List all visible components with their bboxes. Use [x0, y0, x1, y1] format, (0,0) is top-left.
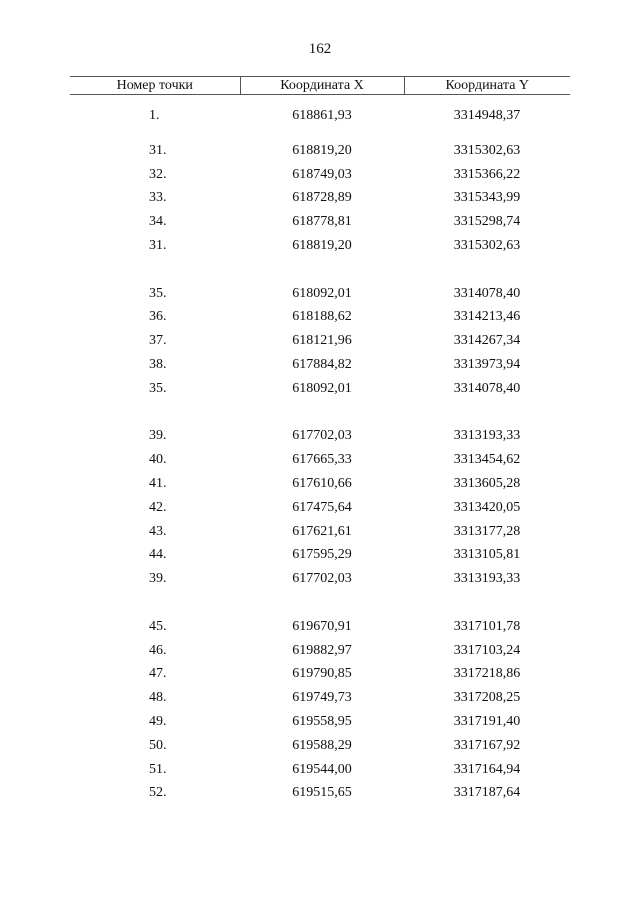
point-number-cell: 37.	[149, 333, 167, 349]
point-number-cell: 33.	[149, 190, 167, 206]
table-row	[70, 210, 570, 234]
coordinate-x-cell: 619515,65	[292, 785, 352, 801]
spacer-cell	[70, 258, 570, 282]
table-row	[70, 710, 570, 734]
coordinate-y-cell: 3317191,40	[453, 713, 521, 729]
coordinate-x-cell: 617595,29	[292, 547, 352, 563]
coordinate-x-cell: 617702,03	[292, 571, 352, 587]
table-body	[70, 95, 570, 806]
coordinate-y-cell: 3313973,94	[453, 356, 521, 372]
coordinate-x-cell: 619882,97	[292, 642, 352, 658]
coordinate-y-cell: 3317187,64	[453, 785, 521, 801]
table-row	[70, 424, 570, 448]
point-number-cell: 42.	[149, 499, 167, 515]
point-number-cell: 38.	[149, 356, 167, 372]
spacer-cell	[70, 128, 570, 139]
group-spacer	[70, 591, 570, 615]
point-number-cell: 31.	[149, 237, 167, 253]
table-row	[70, 496, 570, 520]
header-coordinate-y: Координата Y	[404, 77, 570, 95]
point-number-cell: 40.	[149, 452, 167, 468]
coordinate-x-cell: 619558,95	[292, 713, 352, 729]
table-row	[70, 520, 570, 544]
coordinate-y-cell: 3313193,33	[453, 428, 521, 444]
coordinate-x-cell: 618092,01	[292, 285, 352, 301]
page-number: 162	[308, 41, 332, 57]
coordinate-y-cell: 3314948,37	[453, 108, 521, 123]
coordinate-y-cell: 3314267,34	[453, 333, 521, 349]
coordinate-x-cell: 617475,64	[292, 499, 352, 515]
table-row	[70, 163, 570, 187]
coordinate-y-cell: 3315302,63	[453, 237, 521, 253]
coordinate-x-cell: 617621,61	[292, 523, 352, 539]
point-number-cell: 50.	[149, 737, 167, 753]
table-row	[70, 543, 570, 567]
coordinate-x-cell: 618819,20	[292, 237, 352, 253]
table-row	[70, 448, 570, 472]
coordinate-x-cell: 618188,62	[292, 309, 352, 325]
coordinate-y-cell: 3313105,81	[453, 547, 521, 563]
table-row	[70, 758, 570, 782]
coordinate-y-cell: 3317103,24	[453, 642, 521, 658]
coordinate-x-cell: 618092,01	[292, 380, 352, 396]
point-number-cell: 47.	[149, 666, 167, 682]
table-row	[70, 329, 570, 353]
point-number-cell: 52.	[149, 785, 167, 801]
coordinate-x-cell: 619544,00	[292, 761, 352, 777]
table-row	[70, 781, 570, 805]
coordinate-y-cell: 3315343,99	[453, 190, 521, 206]
point-number-cell: 43.	[149, 523, 167, 539]
group-spacer	[70, 401, 570, 425]
table-row	[70, 567, 570, 591]
point-number-cell: 45.	[149, 618, 167, 634]
coordinate-x-cell: 618819,20	[292, 142, 352, 158]
table-row	[70, 662, 570, 686]
table-row	[70, 377, 570, 401]
coordinate-x-cell: 618861,93	[292, 108, 352, 123]
coordinate-y-cell: 3313420,05	[453, 499, 521, 515]
coordinates-table	[70, 76, 570, 805]
table-row	[70, 186, 570, 210]
group-spacer	[70, 258, 570, 282]
coordinate-x-cell: 617702,03	[292, 428, 352, 444]
point-number-cell: 35.	[149, 380, 167, 396]
coordinate-y-cell: 3317164,94	[453, 761, 521, 777]
coordinate-x-cell: 619749,73	[292, 690, 352, 706]
table-row	[70, 353, 570, 377]
point-number-cell: 48.	[149, 690, 167, 706]
table-row	[70, 305, 570, 329]
point-number-cell: 31.	[149, 142, 167, 158]
point-number-cell: 34.	[149, 214, 167, 230]
table-row	[70, 639, 570, 663]
point-number-cell: 1.	[149, 108, 160, 123]
coordinate-y-cell: 3317218,86	[453, 666, 521, 682]
point-number-cell: 32.	[149, 166, 167, 182]
coordinate-y-cell: 3317208,25	[453, 690, 521, 706]
header-coordinate-x: Координата X	[240, 77, 404, 95]
coordinate-y-cell: 3317101,78	[453, 618, 521, 634]
coordinate-x-cell: 618728,89	[292, 190, 352, 206]
table-row	[70, 104, 570, 128]
table-top-gap	[70, 95, 570, 105]
coordinate-x-cell: 619588,29	[292, 737, 352, 753]
table-row	[70, 282, 570, 306]
coordinate-x-cell: 619790,85	[292, 666, 352, 682]
coordinate-x-cell: 617665,33	[292, 452, 352, 468]
point-number-cell: 36.	[149, 309, 167, 325]
point-number-cell: 39.	[149, 428, 167, 444]
coordinate-y-cell: 3315298,74	[453, 214, 521, 230]
coordinate-y-cell: 3313177,28	[453, 523, 521, 539]
coordinate-y-cell: 3314213,46	[453, 309, 521, 325]
point-number-cell: 44.	[149, 547, 167, 563]
coordinate-y-cell: 3315302,63	[453, 142, 521, 158]
coordinate-y-cell: 3314078,40	[453, 285, 521, 301]
table-row	[70, 472, 570, 496]
coordinate-y-cell: 3313193,33	[453, 571, 521, 587]
coordinate-x-cell: 618749,03	[292, 166, 352, 182]
coordinate-y-cell: 3314078,40	[453, 380, 521, 396]
gap-cell	[70, 95, 570, 105]
coordinate-y-cell: 3313605,28	[453, 475, 521, 491]
point-number-cell: 46.	[149, 642, 167, 658]
table-row	[70, 686, 570, 710]
coordinate-x-cell: 618778,81	[292, 214, 352, 230]
coordinate-x-cell: 619670,91	[292, 618, 352, 634]
table-row	[70, 139, 570, 163]
point-number-cell: 41.	[149, 475, 167, 491]
table-row	[70, 734, 570, 758]
table-row	[70, 234, 570, 258]
header-row	[70, 77, 570, 95]
coordinate-y-cell: 3313454,62	[453, 452, 521, 468]
table-row	[70, 615, 570, 639]
point-number-cell: 35.	[149, 285, 167, 301]
point-number-cell: 49.	[149, 713, 167, 729]
point-number-cell: 51.	[149, 761, 167, 777]
coordinate-y-cell: 3317167,92	[453, 737, 521, 753]
spacer-cell	[70, 401, 570, 425]
group-spacer	[70, 128, 570, 139]
coordinate-x-cell: 617884,82	[292, 356, 352, 372]
coordinate-x-cell: 618121,96	[292, 333, 352, 349]
table-header	[70, 77, 570, 95]
spacer-cell	[70, 591, 570, 615]
coordinate-y-cell: 3315366,22	[453, 166, 521, 182]
header-point-number: Номер точки	[70, 77, 240, 95]
point-number-cell: 39.	[149, 571, 167, 587]
coordinate-x-cell: 617610,66	[292, 475, 352, 491]
